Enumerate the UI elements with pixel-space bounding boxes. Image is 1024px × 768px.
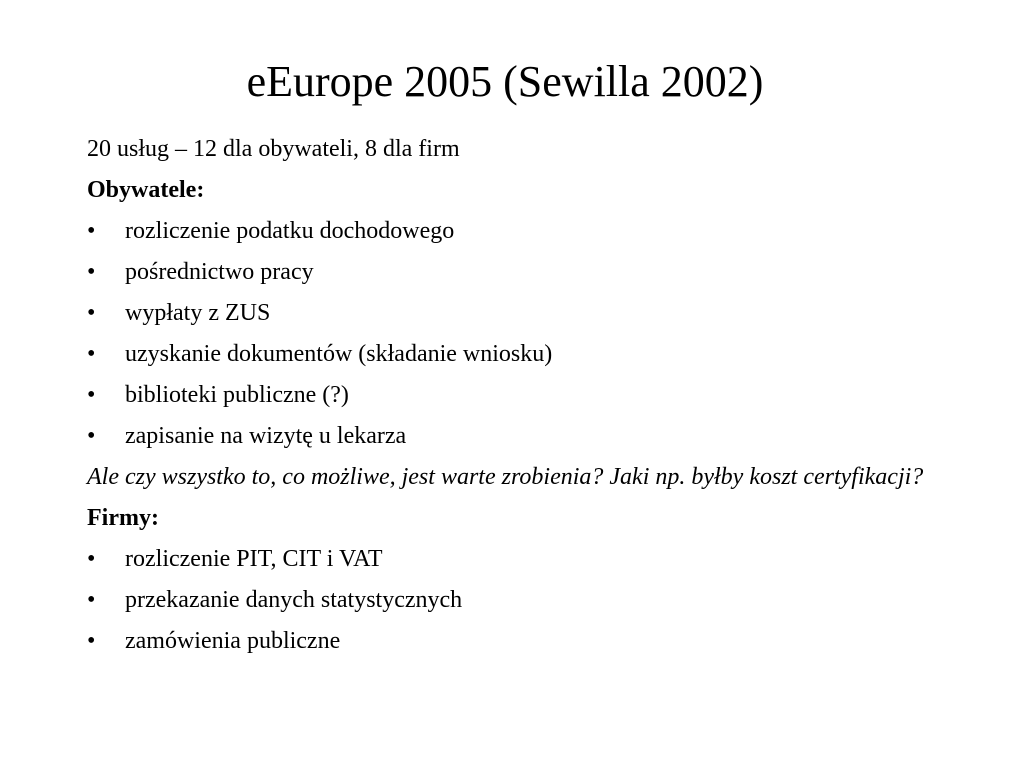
companies-list-item	[87, 543, 947, 576]
companies-list-item	[87, 625, 947, 658]
slide-body	[87, 133, 947, 666]
list-item-text: zamówienia publiczne	[125, 628, 341, 654]
citizens-list-item	[87, 297, 947, 330]
note-text: Ale czy wszystko to, co możliwe, jest warte zrobienia? Jaki np. byłby koszt certyfikacji?	[87, 464, 924, 490]
slide-title: eEurope 2005 (Sewilla 2002)	[246, 57, 764, 106]
list-item-text: wypłaty z ZUS	[125, 300, 271, 326]
intro-text: 20 usług – 12 dla obywateli, 8 dla firm	[87, 136, 460, 162]
citizens-list-item	[87, 379, 947, 412]
citizens-list-item	[87, 420, 947, 453]
companies-heading: Firmy:	[87, 505, 159, 531]
bullet-icon: •	[87, 259, 96, 285]
bullet-icon: •	[87, 587, 96, 613]
bullet-icon: •	[87, 382, 96, 408]
list-item-text: zapisanie na wizytę u lekarza	[125, 423, 407, 449]
list-item-text: pośrednictwo pracy	[125, 259, 314, 285]
citizens-list-item	[87, 215, 947, 248]
list-item-text: rozliczenie PIT, CIT i VAT	[125, 546, 383, 572]
companies-list-item	[87, 584, 947, 617]
bullet-icon: •	[87, 300, 96, 326]
list-item-text: biblioteki publiczne (?)	[125, 382, 349, 408]
companies-list	[87, 543, 947, 658]
bullet-icon: •	[87, 341, 96, 367]
citizens-list-item	[87, 338, 947, 371]
bullet-icon: •	[87, 546, 96, 572]
citizens-list	[87, 215, 947, 453]
list-item-text: przekazanie danych statystycznych	[125, 587, 463, 613]
citizens-list-item	[87, 256, 947, 289]
bullet-icon: •	[87, 423, 96, 449]
list-item-text: uzyskanie dokumentów (składanie wniosku)	[125, 341, 553, 367]
list-item-text: rozliczenie podatku dochodowego	[125, 218, 455, 244]
citizens-heading: Obywatele:	[87, 177, 205, 203]
bullet-icon: •	[87, 628, 96, 654]
bullet-icon: •	[87, 218, 96, 244]
